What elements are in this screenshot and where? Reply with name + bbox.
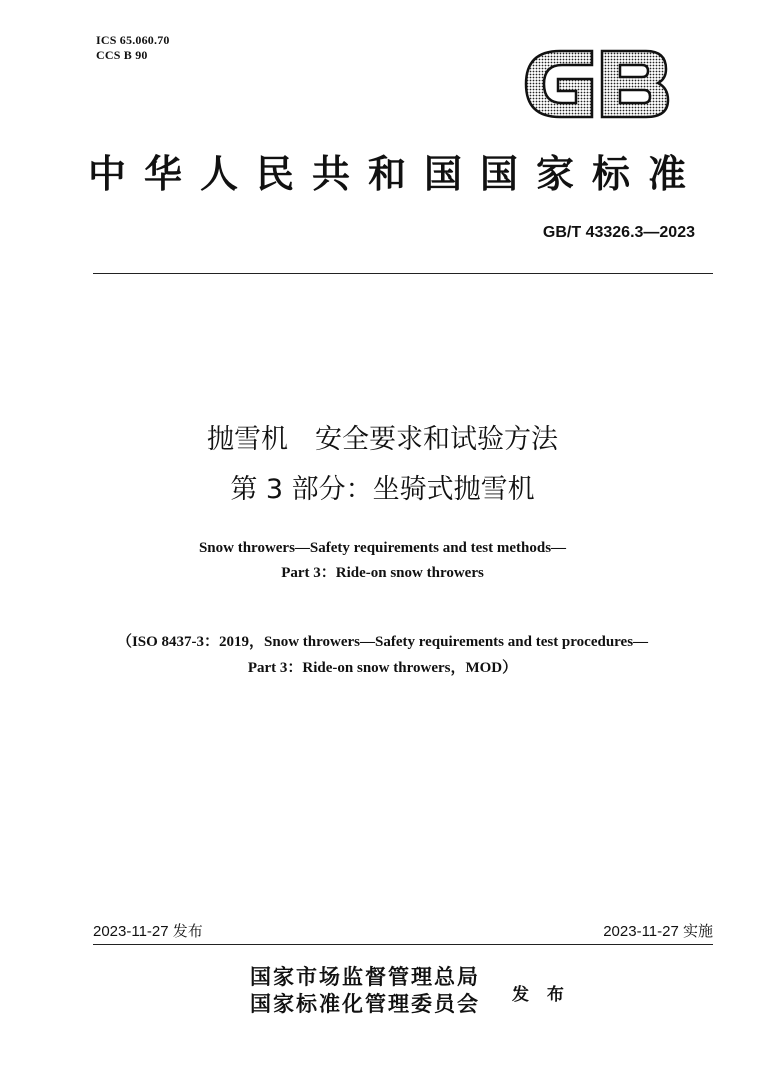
classification-codes (96, 33, 170, 63)
title-en-line2: Part 3：Ride-on snow throwers (281, 565, 484, 581)
issue-verb: 发 布 (512, 985, 570, 1005)
standard-number: GB/T 43326.3—2023 (542, 224, 695, 241)
issuing-authorities (250, 963, 480, 1017)
top-rule (93, 273, 713, 274)
ccs-code: CCS B 90 (96, 48, 148, 62)
release-date: 2023-11-27 发布 (93, 923, 203, 940)
iso-reference-line1: （ISO 8437-3：2019，Snow throwers—Safety requirements and test procedures— (116, 634, 649, 650)
bottom-rule (93, 944, 713, 945)
implementation-date: 2023-11-27 实施 (603, 923, 713, 940)
iso-reference-line2: Part 3：Ride-on snow throwers，MOD） (247, 660, 518, 676)
standard-title: 中华人民共和国国家标准 (88, 151, 705, 196)
ics-code: ICS 65.060.70 (96, 33, 170, 47)
title-en-line1: Snow throwers—Safety requirements and test methods— (198, 540, 567, 556)
issuer-sac: 国家标准化管理委员会 (250, 991, 480, 1016)
title-cn-line1: 抛雪机 安全要求和试验方法 (207, 424, 558, 455)
issuer-samr: 国家市场监督管理总局 (250, 964, 480, 989)
title-cn-line2: 第 3 部分：坐骑式抛雪机 (230, 474, 535, 505)
gb-logo (520, 43, 672, 125)
